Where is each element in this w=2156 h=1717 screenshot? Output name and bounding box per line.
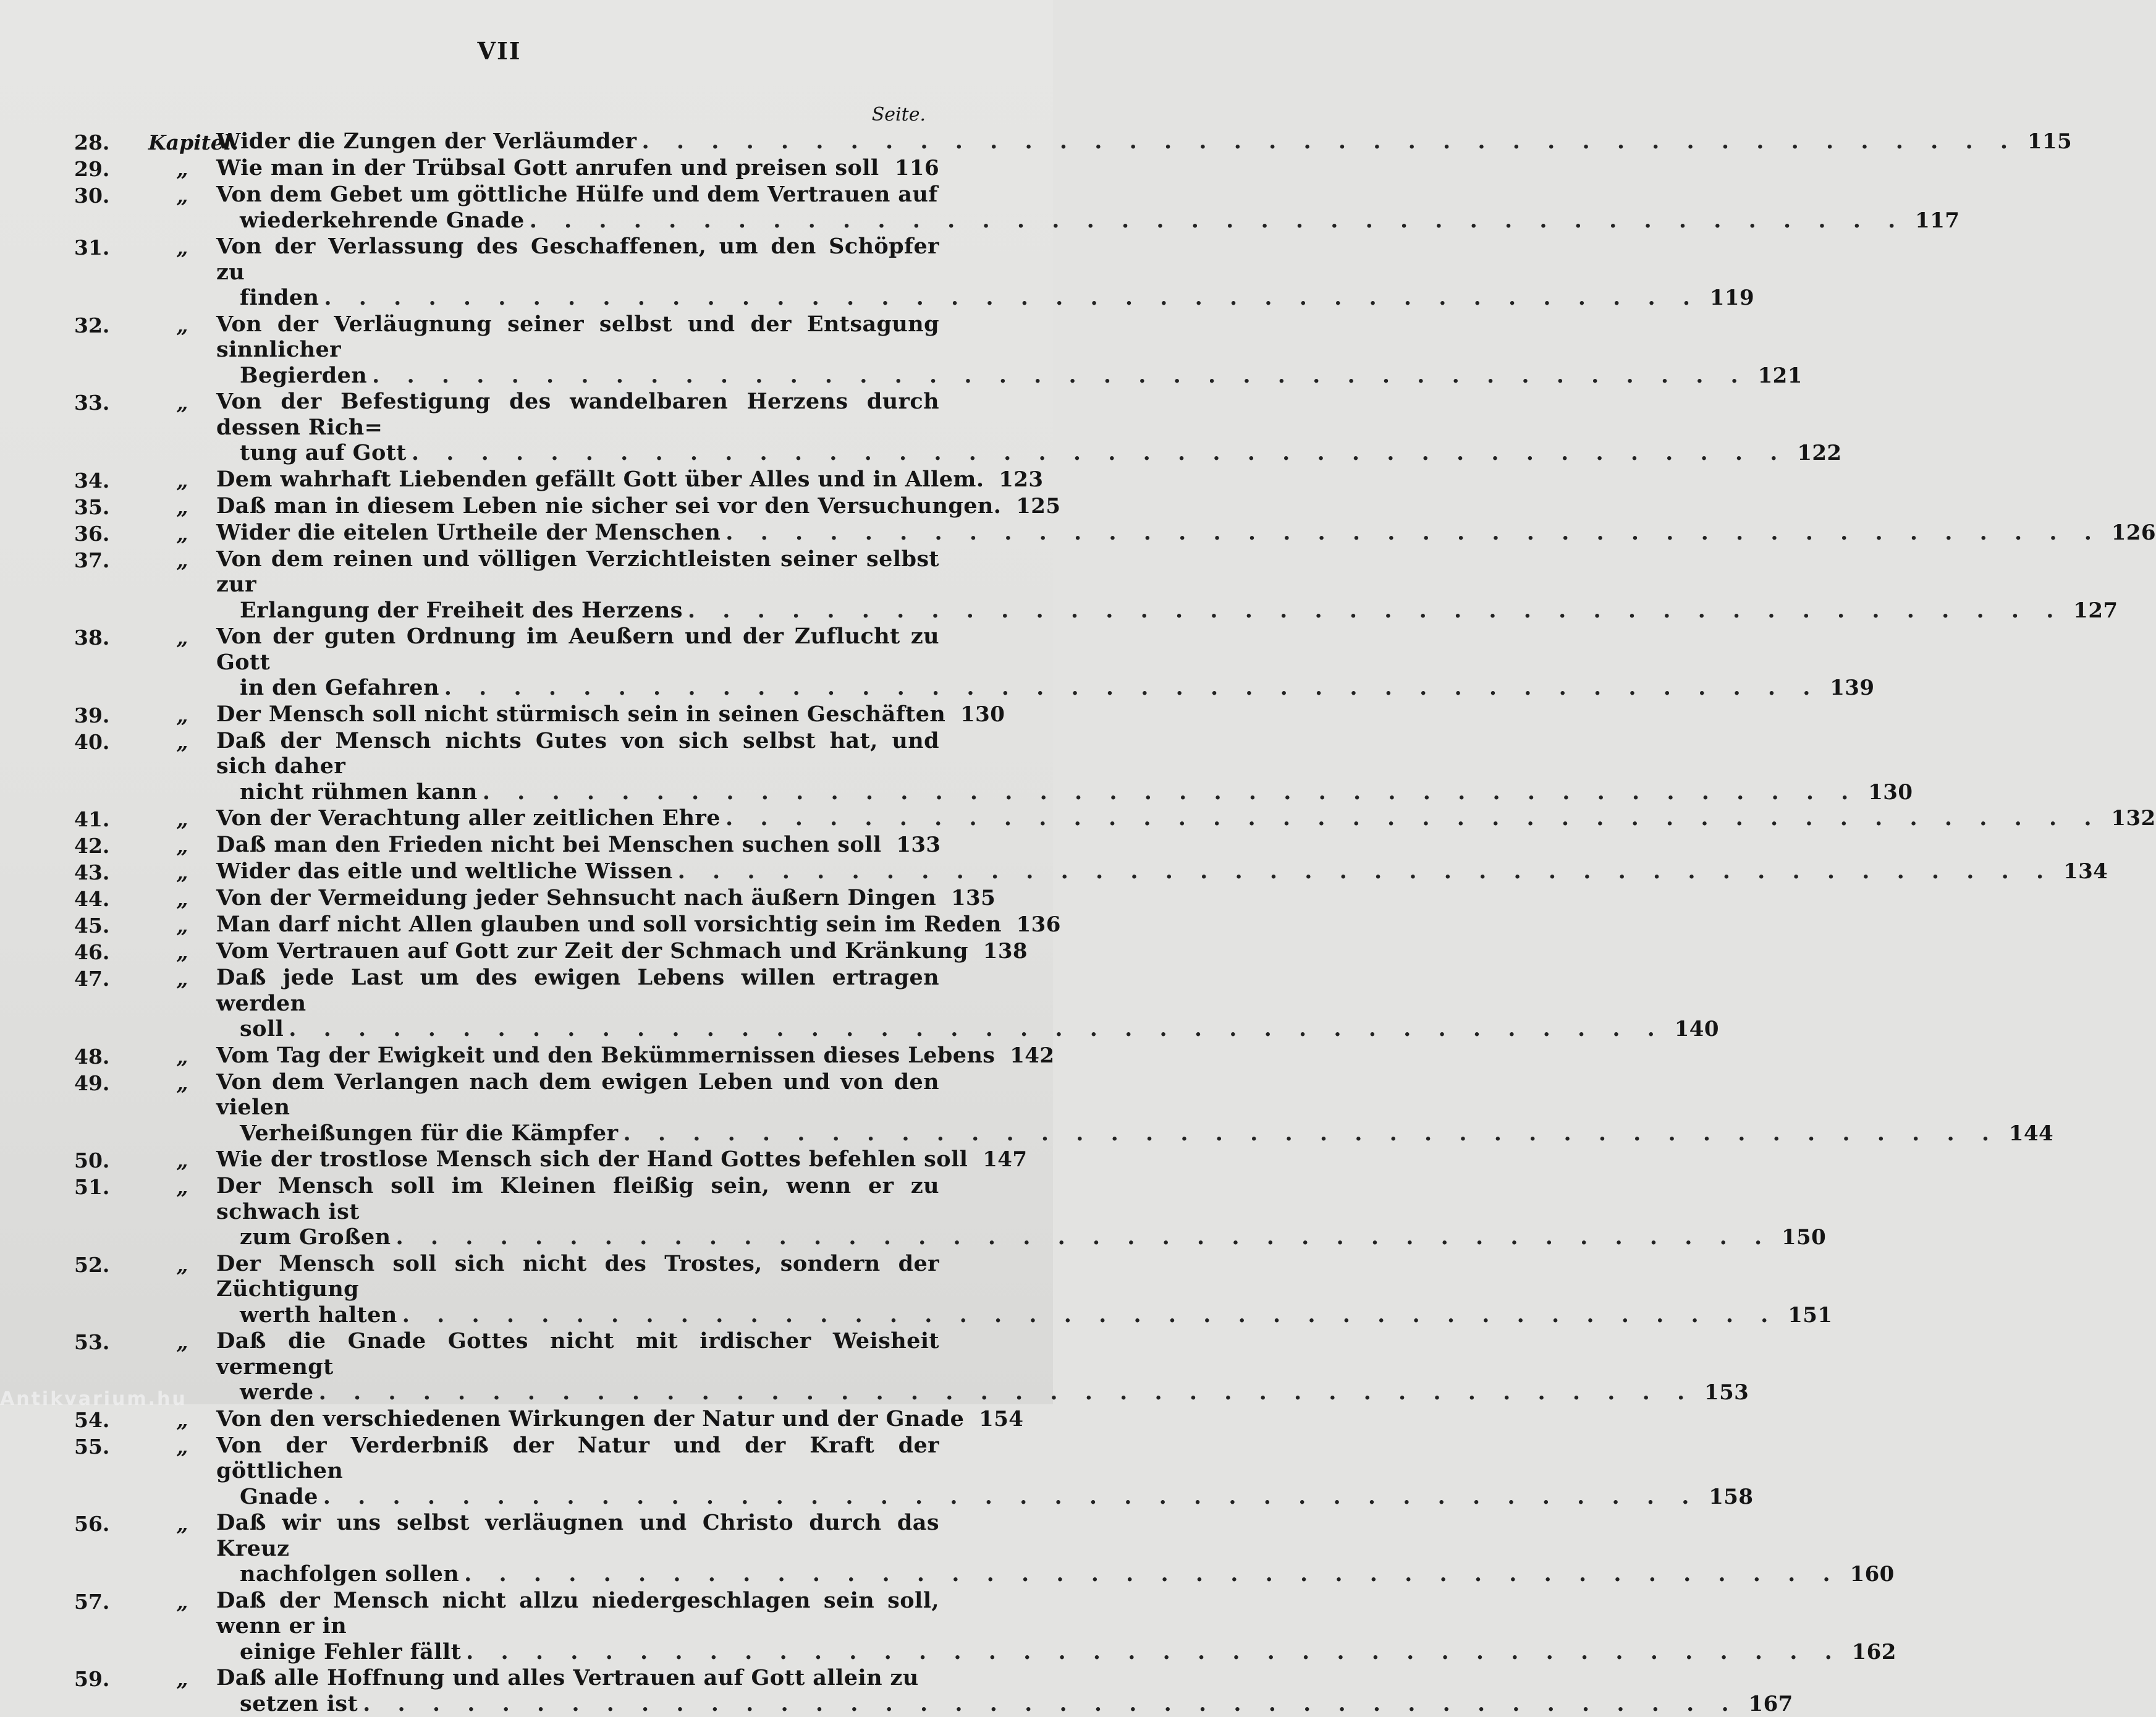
chapter-number: 29. (74, 155, 148, 182)
chapter-title-final-line (216, 129, 939, 155)
ditto-mark: „ (148, 858, 216, 885)
chapter-title-line: Von der Verläugnung seiner selbst und der Entsagung sinnlicher (216, 312, 939, 363)
page-reference: 132 (2107, 806, 2156, 832)
chapter-title (216, 1328, 939, 1406)
chapter-title-line: Von dem Gebet um göttliche Hülfe und dem Vertrauen auf (216, 182, 939, 208)
page-reference: 150 (1777, 1225, 1826, 1251)
dot-leader: . . . . . . . . . . . . . . . . . . . . . . . . . . . . . . . . . . . . . . . . (324, 285, 1700, 311)
chapter-title (216, 885, 939, 912)
page-reference: 138 (978, 939, 1028, 965)
ditto-mark: „ (148, 155, 216, 182)
chapter-title-line: Daß der Mensch nichts Gutes von sich selbst hat, und sich daher (216, 728, 939, 779)
ditto-mark: „ (148, 520, 216, 546)
page-reference: 116 (890, 156, 939, 182)
chapter-number: 57. (74, 1588, 148, 1614)
chapter-title-text: nicht rühmen kann (240, 779, 478, 805)
chapter-title-final-line (216, 885, 939, 912)
book-page (0, 0, 1053, 1404)
chapter-title-text: wiederkehrende Gnade (240, 208, 525, 234)
ditto-mark: „ (148, 467, 216, 493)
chapter-title-line: Von dem reinen und völligen Verzichtleisten seiner selbst zur (216, 546, 939, 598)
page-reference: 158 (1704, 1485, 1753, 1511)
chapter-number: 36. (74, 520, 148, 546)
chapter-title (216, 912, 939, 938)
ditto-mark: „ (148, 1043, 216, 1069)
chapter-title-text: Wider das eitle und weltliche Wissen (216, 858, 673, 884)
chapter-number: 37. (74, 546, 148, 573)
chapter-title-final-line (216, 675, 939, 702)
chapter-title-text: nachfolgen sollen (240, 1561, 459, 1587)
ditto-mark: „ (148, 1147, 216, 1173)
page-reference: 127 (2068, 598, 2118, 624)
ditto-mark: „ (148, 938, 216, 965)
toc-entry (74, 858, 939, 885)
ditto-mark: „ (148, 234, 216, 260)
toc-entry (74, 1328, 939, 1406)
toc-entry (74, 1043, 939, 1069)
chapter-title-text: Daß man den Frieden nicht bei Menschen suchen soll (216, 832, 881, 858)
dot-leader: . . . . . . . . . . . . . . . . . . . . . . . . . . . . . . . . . . . . . . . . (725, 520, 2102, 546)
chapter-title-line: Daß jede Last um des ewigen Lebens willen ertragen werden (216, 965, 939, 1016)
page-reference: 167 (1744, 1692, 1793, 1717)
ditto-mark: „ (148, 493, 216, 520)
toc-entry (74, 912, 939, 938)
page-reference: 117 (1910, 208, 1959, 234)
chapter-title-final-line (216, 1224, 939, 1251)
chapter-number: 35. (74, 493, 148, 520)
chapter-title-final-line (216, 285, 939, 312)
toc-entry (74, 702, 939, 728)
toc-entry (74, 155, 939, 182)
toc-entry (74, 467, 939, 493)
dot-leader: . . . . . . . . . . . . . . . . . . . . . . . . . . . . . . . . . . . . . . . . (289, 1016, 1665, 1042)
watermark-text: Antikvarium.hu (0, 1388, 187, 1410)
page-reference: 147 (978, 1147, 1027, 1173)
chapter-number: 49. (74, 1069, 148, 1096)
toc-entry (74, 1665, 939, 1717)
ditto-mark: „ (148, 312, 216, 338)
chapter-title-text: Vom Vertrauen auf Gott zur Zeit der Schmach und Kränkung (216, 938, 968, 964)
chapter-number: 54. (74, 1406, 148, 1433)
chapter-number: 39. (74, 702, 148, 728)
chapter-number: 28. (74, 129, 148, 155)
chapter-title-final-line (216, 208, 939, 234)
chapter-title-text: Verheißungen für die Kämpfer (240, 1121, 618, 1147)
chapter-title-final-line (216, 363, 939, 389)
chapter-title-text: werth halten (240, 1302, 397, 1328)
page-number: VII (0, 37, 999, 65)
table-of-contents (74, 129, 939, 1717)
page-reference: 134 (2058, 859, 2108, 885)
chapter-title-final-line (216, 912, 939, 938)
chapter-title-text: Wie man in der Trübsal Gott anrufen und preisen soll (216, 155, 879, 181)
chapter-number: 31. (74, 234, 148, 260)
chapter-title (216, 1043, 939, 1069)
chapter-title (216, 155, 939, 182)
page-reference: 162 (1847, 1640, 1896, 1666)
chapter-title-final-line (216, 1561, 939, 1588)
chapter-title-text: soll (240, 1016, 284, 1042)
chapter-title-text: finden (240, 285, 319, 311)
chapter-title-text: in den Gefahren (240, 675, 439, 701)
toc-entry (74, 389, 939, 467)
chapter-title (216, 728, 939, 806)
chapter-title (216, 520, 939, 546)
toc-entry (74, 1510, 939, 1588)
chapter-title (216, 182, 939, 234)
toc-entry (74, 1588, 939, 1666)
chapter-title-final-line (216, 493, 939, 520)
ditto-mark: „ (148, 885, 216, 912)
page-reference: 160 (1845, 1562, 1895, 1588)
chapter-title-final-line (216, 440, 939, 467)
chapter-number: 44. (74, 885, 148, 912)
chapter-title-final-line (216, 1639, 939, 1666)
chapter-title-text: Dem wahrhaft Liebenden gefällt Gott über Alles und in Allem. (216, 467, 984, 493)
page-reference: 142 (1005, 1043, 1054, 1069)
toc-entry (74, 520, 939, 546)
chapter-title-text: einige Fehler fällt (240, 1639, 461, 1665)
page-reference: 121 (1753, 363, 1803, 389)
chapter-title (216, 1510, 939, 1588)
dot-leader: . . . . . . . . . . . . . . . . . . . . . . . . . . . . . . . . . . . . . . . . (623, 1121, 1999, 1147)
chapter-number: 47. (74, 965, 148, 991)
chapter-title-text: Wider die eitelen Urtheile der Menschen (216, 520, 721, 546)
toc-entry (74, 546, 939, 624)
dot-leader: . . . . . . . . . . . . . . . . . . . . . . . . . . . . . . . . . . . . . . . . (464, 1561, 1840, 1587)
ditto-mark: „ (148, 1069, 216, 1096)
ditto-mark: „ (148, 182, 216, 208)
chapter-number: 48. (74, 1043, 148, 1069)
chapter-title-final-line (216, 1302, 939, 1329)
chapter-number: 43. (74, 858, 148, 885)
page-reference: 123 (994, 467, 1043, 493)
chapter-title (216, 467, 939, 493)
chapter-title-line: Von der guten Ordnung im Aeußern und der Zuflucht zu Gott (216, 624, 939, 675)
ditto-mark: „ (148, 1510, 216, 1537)
chapter-title (216, 1665, 939, 1717)
ditto-mark: „ (148, 1406, 216, 1433)
toc-entry (74, 1069, 939, 1147)
toc-entry (74, 1147, 939, 1173)
ditto-mark: „ (148, 1328, 216, 1355)
dot-leader: . . . . . . . . . . . . . . . . . . . . . . . . . . . . . . . . . . . . . . . . (444, 675, 1820, 701)
toc-entry (74, 493, 939, 520)
page-reference: 144 (2004, 1121, 2053, 1147)
dot-leader: . . . . . . . . . . . . . . . . . . . . . . . . . . . . . . . . . . . . . . . . (641, 129, 2018, 155)
page-reference: 136 (1012, 912, 1061, 938)
page-reference: 133 (891, 833, 941, 858)
page-reference: 130 (1863, 780, 1913, 806)
chapter-title-final-line (216, 1043, 939, 1069)
ditto-mark: „ (148, 546, 216, 573)
chapter-number: 50. (74, 1147, 148, 1173)
chapter-title-text: Erlangung der Freiheit des Herzens (240, 598, 683, 624)
chapter-title (216, 805, 939, 832)
chapter-number: 42. (74, 832, 148, 858)
dot-leader: . . . . . . . . . . . . . . . . . . . . . . . . . . . . . . . . . . . . . . . . (412, 440, 1788, 466)
chapter-title (216, 938, 939, 965)
toc-entry (74, 1406, 939, 1433)
chapter-title (216, 832, 939, 858)
ditto-mark: „ (148, 1588, 216, 1614)
chapter-number: 38. (74, 624, 148, 650)
dot-leader: . . . . . . . . . . . . . . . . . . . . . . . . . . . . . . . . . . . . . . . . (363, 1691, 1739, 1717)
chapter-title (216, 1147, 939, 1173)
dot-leader: . . . . . . . . . . . . . . . . . . . . . . . . . . . . . . . . . . . . . . . . (530, 208, 1906, 234)
chapter-title-final-line (216, 858, 939, 885)
chapter-title-final-line (216, 1121, 939, 1147)
toc-entry (74, 805, 939, 832)
ditto-mark: „ (148, 1433, 216, 1459)
chapter-number: 41. (74, 805, 148, 832)
page-reference: 140 (1670, 1017, 1719, 1043)
chapter-title-final-line (216, 938, 939, 965)
chapter-title-text: Von der Verachtung aller zeitlichen Ehre (216, 805, 721, 831)
toc-entry (74, 624, 939, 702)
page-reference: 139 (1825, 676, 1874, 702)
toc-entry (74, 312, 939, 389)
chapter-number: 34. (74, 467, 148, 493)
chapter-title-final-line (216, 155, 939, 182)
chapter-title-final-line (216, 832, 939, 858)
chapter-title-final-line (216, 1484, 939, 1511)
ditto-mark: „ (148, 805, 216, 832)
chapter-number: 32. (74, 312, 148, 338)
dot-leader: . . . . . . . . . . . . . . . . . . . . . . . . . . . . . . . . . . . . . . . . (678, 858, 2054, 884)
dot-leader: . . . . . . . . . . . . . . . . . . . . . . . . . . . . . . . . . . . . . . . . (402, 1302, 1778, 1328)
chapter-number: 33. (74, 389, 148, 415)
ditto-mark: „ (148, 1173, 216, 1200)
dot-leader (884, 155, 885, 181)
dot-leader: . . . . . . . . . . . . . . . . . . . . . . . . . . . . . . . . . . . . . . . . (372, 363, 1748, 389)
chapter-title-final-line (216, 467, 939, 493)
chapter-number: 45. (74, 912, 148, 938)
dot-leader: . . . . . . . . . . . . . . . . . . . . . . . . . . . . . . . . . . . . . . . . (323, 1484, 1699, 1510)
chapter-title-line: Der Mensch soll sich nicht des Trostes, sondern der Züchtigung (216, 1251, 939, 1302)
chapter-title-final-line (216, 1691, 939, 1717)
ditto-mark: „ (148, 1251, 216, 1278)
ditto-mark: „ (148, 965, 216, 991)
chapter-number: 46. (74, 938, 148, 965)
chapter-title (216, 389, 939, 467)
chapter-title-text: Wider die Zungen der Verläumder (216, 129, 636, 155)
toc-entry (74, 182, 939, 234)
chapter-title (216, 1173, 939, 1251)
chapter-title-line: Daß die Gnade Gottes nicht mit irdischer Weisheit vermengt (216, 1328, 939, 1380)
chapter-title-final-line (216, 702, 939, 728)
chapter-title (216, 312, 939, 389)
chapter-title-final-line (216, 1380, 939, 1406)
chapter-title-line: Daß alle Hoffnung und alles Vertrauen auf Gott allein zu (216, 1665, 939, 1691)
toc-entry (74, 938, 939, 965)
chapter-title-text: Daß man in diesem Leben nie sicher sei vor den Versuchungen. (216, 493, 1001, 519)
page-reference: 115 (2023, 129, 2072, 155)
chapter-title-text: Gnade (240, 1484, 318, 1510)
dot-leader: . . . . . . . . . . . . . . . . . . . . . . . . . . . . . . . . . . . . . . . . (483, 779, 1859, 805)
chapter-title-final-line (216, 1406, 939, 1433)
chapter-title (216, 702, 939, 728)
page-reference: 130 (955, 702, 1005, 728)
toc-entry (74, 129, 939, 155)
seite-column-header: Seite. (853, 104, 926, 125)
dot-leader: . . . . . . . . . . . . . . . . . . . . . . . . . . . . . . . . . . . . . . . . (688, 598, 2064, 624)
chapter-title-text: tung auf Gott (240, 440, 407, 466)
chapter-number: 53. (74, 1328, 148, 1355)
toc-entry (74, 1433, 939, 1511)
toc-entry (74, 1251, 939, 1329)
chapter-title (216, 965, 939, 1043)
chapter-title-text: Begierden (240, 363, 367, 389)
chapter-title-final-line (216, 1016, 939, 1043)
page-reference: 153 (1699, 1380, 1749, 1406)
chapter-title (216, 129, 939, 155)
toc-entry (74, 1173, 939, 1251)
toc-entry (74, 965, 939, 1043)
ditto-mark: „ (148, 1665, 216, 1692)
page-reference: 154 (974, 1407, 1023, 1433)
chapter-title-final-line (216, 805, 939, 832)
chapter-title (216, 1588, 939, 1666)
ditto-mark: „ (148, 624, 216, 650)
dot-leader: . . . . . . . . . . . . . . . . . . . . . . . . . . . . . . . . . . . . . . . . (396, 1224, 1772, 1250)
chapter-number: 30. (74, 182, 148, 208)
toc-entry (74, 885, 939, 912)
chapter-title-line: Daß der Mensch nicht allzu niedergeschlagen sein soll, wenn er in (216, 1588, 939, 1639)
toc-entry (74, 728, 939, 806)
chapter-title (216, 1069, 939, 1147)
chapter-title-line: Von der Verlassung des Geschaffenen, um den Schöpfer zu (216, 234, 939, 285)
chapter-title-line: Daß wir uns selbst verläugnen und Christo durch das Kreuz (216, 1510, 939, 1561)
dot-leader: . . . . . . . . . . . . . . . . . . . . . . . . . . . . . . . . . . . . . . . . (466, 1639, 1842, 1665)
page-reference: 125 (1011, 494, 1060, 520)
toc-entry (74, 234, 939, 312)
chapter-title-text: Von der Vermeidung jeder Sehnsucht nach äußern Dingen (216, 885, 936, 911)
chapter-title-line: Von der Befestigung des wandelbaren Herzens durch dessen Rich= (216, 389, 939, 440)
page-reference: 151 (1783, 1303, 1832, 1329)
chapter-title-final-line (216, 520, 939, 546)
chapter-title-text: zum Großen (240, 1224, 391, 1250)
ditto-mark: „ (148, 832, 216, 858)
chapter-title-text: Man darf nicht Allen glauben und soll vorsichtig sein im Reden (216, 912, 1002, 938)
chapter-title (216, 1433, 939, 1511)
chapter-title-line: Der Mensch soll im Kleinen fleißig sein, wenn er zu schwach ist (216, 1173, 939, 1224)
page-reference: 119 (1705, 286, 1754, 312)
chapter-title-final-line (216, 598, 939, 624)
chapter-title (216, 546, 939, 624)
chapter-number: 55. (74, 1433, 148, 1459)
chapter-title (216, 1251, 939, 1329)
chapter-title (216, 234, 939, 312)
chapter-title-text: Der Mensch soll nicht stürmisch sein in seinen Geschäften (216, 702, 945, 727)
page-reference: 135 (946, 886, 996, 912)
page-reference: 122 (1792, 441, 1841, 467)
ditto-mark: „ (148, 912, 216, 938)
kapitel-label: Kapitel. (148, 129, 216, 155)
ditto-mark: „ (148, 389, 216, 415)
chapter-title (216, 1406, 939, 1433)
dot-leader: . . . . . . . . . . . . . . . . . . . . . . . . . . . . . . . . . . . . . . . . (319, 1380, 1695, 1405)
chapter-number: 59. (74, 1665, 148, 1692)
chapter-title-text: Vom Tag der Ewigkeit und den Bekümmernissen dieses Lebens (216, 1043, 995, 1069)
chapter-title-final-line (216, 779, 939, 806)
ditto-mark: „ (148, 702, 216, 728)
chapter-number: 51. (74, 1173, 148, 1200)
ditto-mark: „ (148, 728, 216, 755)
dot-leader: . . . . . . . . . . . . . . . . . . . . . . . . . . . . . . . . . . . . . . . . (725, 805, 2102, 831)
chapter-title-text: setzen ist (240, 1691, 358, 1717)
chapter-title-text: Von den verschiedenen Wirkungen der Natur und der Gnade (216, 1406, 964, 1432)
chapter-title-text: Wie der trostlose Mensch sich der Hand Gottes befehlen soll (216, 1147, 968, 1172)
chapter-number: 40. (74, 728, 148, 755)
chapter-title-line: Von der Verderbniß der Natur und der Kraft der göttlichen (216, 1433, 939, 1484)
page-reference: 126 (2107, 520, 2156, 546)
chapter-title-text: werde (240, 1380, 314, 1405)
toc-entry (74, 832, 939, 858)
chapter-number: 56. (74, 1510, 148, 1537)
chapter-title (216, 624, 939, 702)
chapter-title (216, 858, 939, 885)
chapter-title-final-line (216, 1147, 939, 1173)
chapter-title (216, 493, 939, 520)
chapter-number: 52. (74, 1251, 148, 1278)
chapter-title-line: Von dem Verlangen nach dem ewigen Leben und von den vielen (216, 1069, 939, 1121)
